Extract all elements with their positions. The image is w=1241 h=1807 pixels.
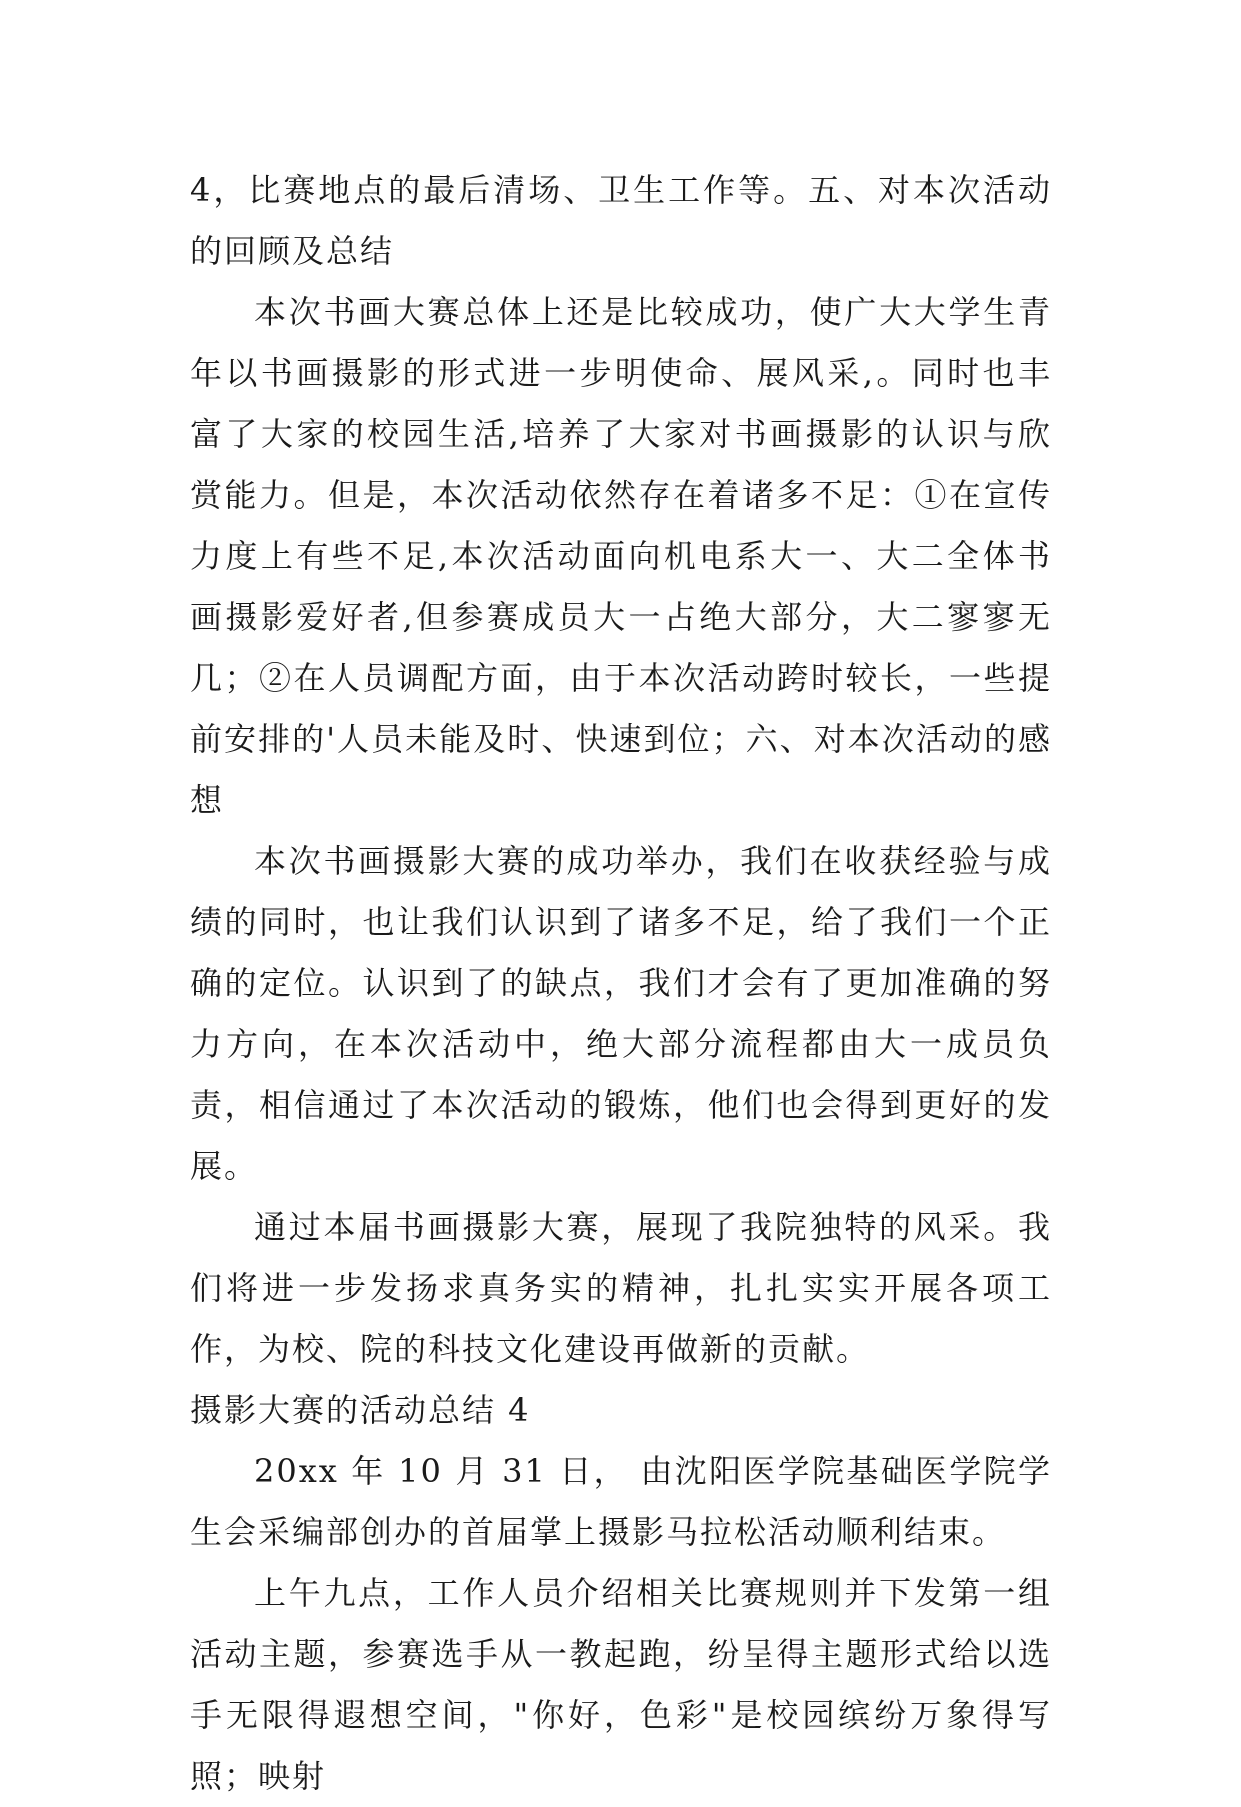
paragraph-event-morning: 上午九点，工作人员介绍相关比赛规则并下发第一组活动主题，参赛选手从一教起跑，纷呈得主题形式给以选手无限得遐想空间，"你好，色彩"是校园缤纷万象得写照；映射 bbox=[190, 1574, 1052, 1795]
paragraph-closing: 通过本届书画摄影大赛，展现了我院独特的风采。我们将进一步发扬求真务实的精神，扎扎实实开展各项工作，为校、院的科技文化建设再做新的贡献。 bbox=[190, 1208, 1052, 1368]
document-page bbox=[190, 160, 1052, 1807]
section-title: 摄影大赛的活动总结 4 bbox=[190, 1391, 531, 1429]
paragraph-reflections: 本次书画摄影大赛的成功举办，我们在收获经验与成绩的同时，也让我们认识到了诸多不足，给了我们一个正确的定位。认识到了的缺点，我们才会有了更加准确的努力方向，在本次活动中，绝大部分流程都由大一成员负责，相信通过了本次活动的锻炼，他们也会得到更好的发展。 bbox=[190, 842, 1052, 1185]
paragraph-event-date: 20xx 年 10 月 31 日， 由沈阳医学院基础医学院学生会采编部创办的首届掌上摄影马拉松活动顺利结束。 bbox=[190, 1452, 1052, 1551]
paragraph-review-summary: 本次书画大赛总体上还是比较成功，使广大大学生青年以书画摄影的形式进一步明使命、展风采,。同时也丰富了大家的校园生活,培养了大家对书画摄影的认识与欣赏能力。但是，本次活动依然存在着诸多不足：①在宣传力度上有些不足,本次活动面向机电系大一、大二全体书画摄影爱好者,但参赛成员大一占绝大部分，大二寥寥无几；②在人员调配方面，由于本次活动跨时较长，一些提前安排的'人员未能及时、快速到位；六、对本次活动的感想 bbox=[190, 293, 1052, 819]
paragraph-cleanup-and-review: 4，比赛地点的最后清场、卫生工作等。五、对本次活动的回顾及总结 bbox=[190, 171, 1052, 270]
